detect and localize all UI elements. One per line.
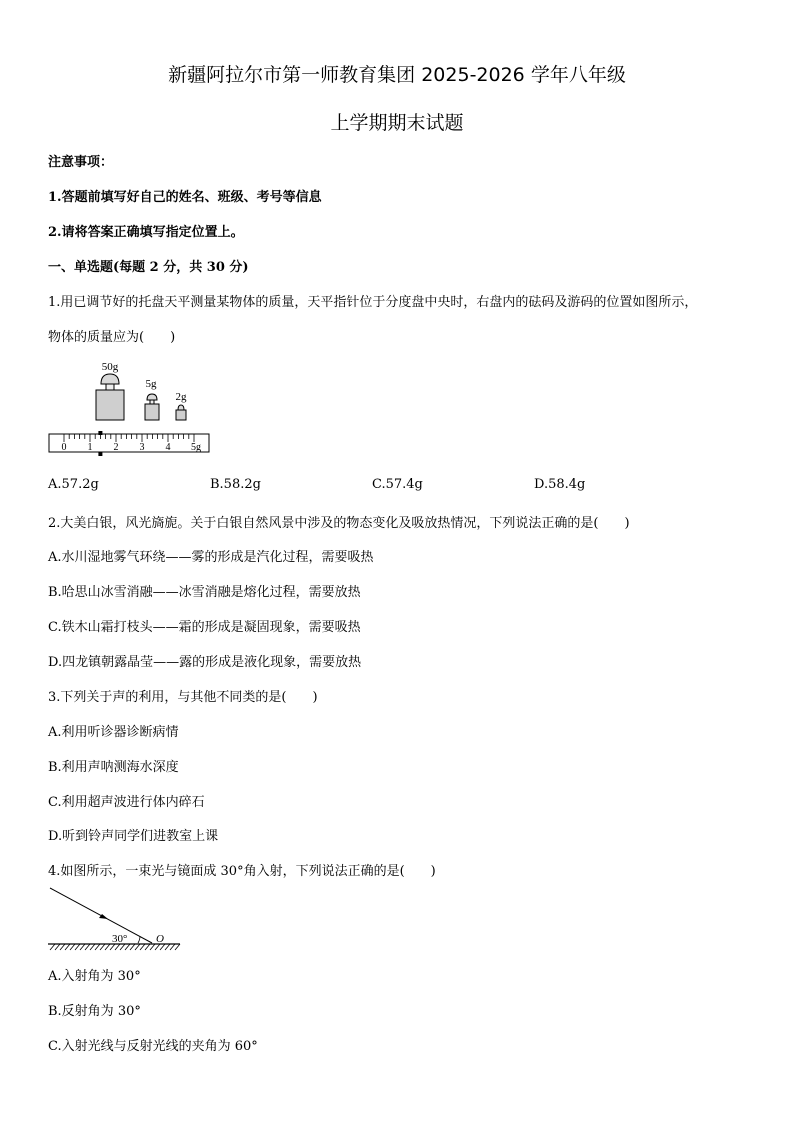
hatch-line [70,944,75,950]
q2-option-d[interactable]: D.四龙镇朝露晶莹——露的形成是液化现象，需要放热 [48,655,362,670]
weight-2g-body [176,410,186,420]
scale-label-1: 1 [87,442,93,453]
hatch-line [135,944,140,950]
hatch-line [175,944,180,950]
rider-marker-top [98,431,102,435]
point-o-label: O [156,933,164,945]
scale-label-4: 4 [165,442,171,453]
q3-option-c[interactable]: C.利用超声波进行体内碎石 [48,795,205,810]
q3-option-d[interactable]: D.听到铃声同学们进教室上课 [48,829,219,844]
weight-5g-body [145,404,159,420]
weight-50g-body [96,390,124,420]
weight-50g-knob [101,374,119,384]
hatch-line [50,944,55,950]
weight-50g-neck [106,384,114,390]
hatch-line [150,944,155,950]
hatch-line [95,944,100,950]
weight-label-2g: 2g [175,391,187,403]
q2-option-b[interactable]: B.哈思山冰雪消融——冰雪消融是熔化过程，需要放热 [48,585,361,600]
scale-label-3: 3 [139,442,145,453]
notice-heading: 注意事项： [48,155,114,170]
q2-option-c[interactable]: C.铁木山霜打枝头——霜的形成是凝固现象，需要吸热 [48,620,361,635]
balance-weights-figure [46,354,216,458]
q3-option-b[interactable]: B.利用声呐测海水深度 [48,760,179,775]
hatch-line [145,944,150,950]
weight-label-50g: 50g [101,361,119,373]
hatch-line [55,944,60,950]
q1-option-a[interactable]: A.57.2g [48,477,99,492]
q1-stem-line1: 1.用已调节好的托盘天平测量某物体的质量，天平指针位于分度盘中央时，右盘内的砝码及游码的位置如图所示， [48,295,698,310]
notice-item-1: 1.答题前填写好自己的姓名、班级、考号等信息 [48,190,322,205]
weight-5g-knob [147,394,157,400]
weight-label-5g: 5g [145,378,157,390]
q1-stem-line2: 物体的质量应为( ) [48,330,176,345]
q4-stem: 4.如图所示，一束光与镜面成 30°角入射，下列说法正确的是( ) [48,864,436,879]
hatch-line [85,944,90,950]
weight-2g-knob [178,405,184,410]
hatch-line [165,944,170,950]
mirror-reflection-figure [46,884,186,956]
q3-stem: 3.下列关于声的利用，与其他不同类的是( ) [48,690,318,705]
q2-option-a[interactable]: A.水川湿地雾气环绕——雾的形成是汽化过程，需要吸热 [48,550,374,565]
weight-5g-neck [150,400,154,404]
q4-option-a[interactable]: A.入射角为 30° [48,969,141,984]
hatch-line [75,944,80,950]
q3-option-a[interactable]: A.利用听诊器诊断病情 [48,725,179,740]
hatch-line [105,944,110,950]
q1-option-c[interactable]: C.57.4g [372,477,423,492]
rider-scale-bar [49,434,209,452]
hatch-line [170,944,175,950]
q2-stem: 2.大美白银，风光旖旎。关于白银自然风景中涉及的物态变化及吸放热情况，下列说法正确的是( ) [48,516,630,531]
angle-label: 30° [112,933,128,945]
q4-option-c[interactable]: C.入射光线与反射光线的夹角为 60° [48,1039,258,1054]
document-title-line1: 新疆阿拉尔市第一师教育集团 2025-2026 学年八年级 [168,64,626,86]
hatch-line [80,944,85,950]
scale-label-0: 0 [61,442,67,453]
hatch-line [90,944,95,950]
section-heading-single-choice: 一、单选题(每题 2 分，共 30 分) [48,260,249,275]
q1-option-b[interactable]: B.58.2g [210,477,261,492]
hatch-line [65,944,70,950]
notice-item-2: 2.请将答案正确填写指定位置上。 [48,225,244,240]
hatch-line [60,944,65,950]
rider-marker-bottom [98,452,102,456]
document-title-line2: 上学期期末试题 [330,112,464,134]
scale-label-2: 2 [113,442,119,453]
q4-option-b[interactable]: B.反射角为 30° [48,1004,141,1019]
q1-option-d[interactable]: D.58.4g [534,477,586,492]
hatch-line [100,944,105,950]
angle-arc [138,936,140,943]
hatch-line [140,944,145,950]
hatch-line [130,944,135,950]
scale-label-5g: 5g [191,442,201,453]
